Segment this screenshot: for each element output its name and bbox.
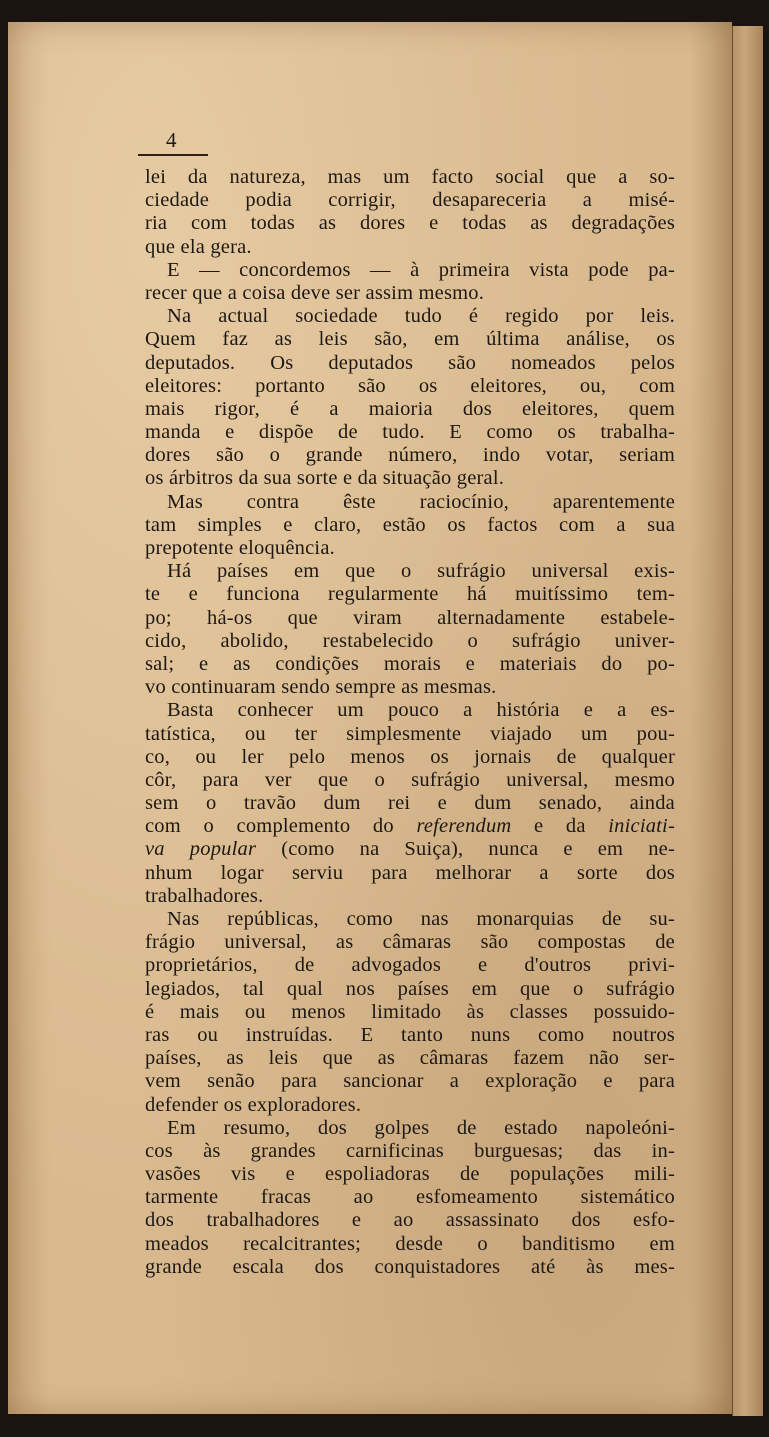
text-line: Quem faz as leis são, em última análise, os xyxy=(145,328,675,351)
text-line: po; há-os que viram alternadamente estabele- xyxy=(145,606,675,629)
text-line: prepotente eloquência. xyxy=(145,537,335,559)
text-line: sal; e as condições morais e materiais do po- xyxy=(145,652,675,675)
text-segment: (como na Suiça), nunca e em ne- xyxy=(256,838,675,861)
text-line xyxy=(145,838,675,861)
page-number-rule xyxy=(138,154,208,156)
text-line: proprietários, de advogados e d'outros privi- xyxy=(145,954,675,977)
text-line: vo continuaram sendo sempre as mesmas. xyxy=(145,676,497,699)
text-line: defender os exploradores. xyxy=(145,1093,362,1116)
page-edge xyxy=(732,26,763,1416)
italic-text: va popular xyxy=(145,838,257,861)
text-line: te e funciona regularmente há muitíssimo tem- xyxy=(145,583,675,606)
text-line: frágio universal, as câmaras são compostas de xyxy=(145,931,675,954)
text-line: dos trabalhadores e ao assassinato dos esfo- xyxy=(145,1209,675,1232)
text-line: E — concordemos — à primeira vista pode pa- xyxy=(167,258,675,281)
text-line: Em resumo, dos golpes de estado napoleóni- xyxy=(167,1116,675,1139)
text-line: ras ou instruídas. E tanto nuns como noutros xyxy=(145,1023,675,1046)
text-line: côr, para ver que o sufrágio universal, mesmo xyxy=(145,768,675,791)
text-line: tarmente fracas ao esfomeamento sistemático xyxy=(145,1186,675,1209)
text-line: dores são o grande número, indo votar, seriam xyxy=(145,444,675,467)
text-line: tam simples e claro, estão os factos com a sua xyxy=(145,513,675,536)
text-line: Nas repúblicas, como nas monarquias de su- xyxy=(167,908,675,930)
text-line: ria com todas as dores e todas as degradações xyxy=(145,212,675,235)
text-line: vem senão para sancionar a exploração e para xyxy=(145,1070,675,1093)
text-line: recer que a coisa deve ser assim mesmo. xyxy=(145,281,485,304)
text-line: nhum logar serviu para melhorar a sorte dos xyxy=(145,861,675,884)
text-line: co, ou ler pelo menos os jornais de qualquer xyxy=(145,745,675,768)
text-line: Basta conhecer um pouco a história e a es- xyxy=(167,699,675,722)
text-line: os árbitros da sua sorte e da situação geral. xyxy=(145,467,505,490)
text-line: meados recalcitrantes; desde o banditismo em xyxy=(145,1232,675,1255)
text-line: legiados, tal qual nos países em que o sufrágio xyxy=(145,977,675,1000)
text-line: cido, abolido, restabelecido o sufrágio univer- xyxy=(145,629,675,652)
text-line: trabalhadores. xyxy=(145,884,264,907)
body-text xyxy=(145,166,675,1279)
text-line: é mais ou menos limitado às classes possuido- xyxy=(145,1000,675,1023)
text-line: países, as leis que as câmaras fazem não ser- xyxy=(145,1047,675,1070)
italic-text: referendum xyxy=(416,815,512,838)
text-line: Mas contra êste raciocínio, aparentemente xyxy=(167,490,675,513)
text-line: sem o travão dum rei e dum senado, ainda xyxy=(145,792,675,815)
text-line: grande escala dos conquistadores até às mes- xyxy=(145,1255,675,1278)
text-line: lei da natureza, mas um facto social que a so- xyxy=(145,166,675,188)
text-line: Há países em que o sufrágio universal exis- xyxy=(167,560,675,583)
text-segment: e da xyxy=(511,815,609,838)
text-line: deputados. Os deputados são nomeados pelos xyxy=(145,351,675,374)
text-line: Na actual sociedade tudo é regido por leis. xyxy=(167,305,675,328)
text-line: mais rigor, é a maioria dos eleitores, quem xyxy=(145,397,675,420)
text-line: que ela gera. xyxy=(145,235,252,258)
text-line: cos às grandes carnificinas burguesas; das in- xyxy=(145,1139,675,1162)
italic-text: iniciati- xyxy=(608,815,675,838)
page-number: 4 xyxy=(166,128,177,152)
text-line: eleitores: portanto são os eleitores, ou, com xyxy=(145,374,675,397)
text-line: ciedade podia corrigir, desapareceria a misé- xyxy=(145,189,675,212)
text-line: manda e dispõe de tudo. E como os trabalha- xyxy=(145,421,675,444)
text-segment: com o complemento do xyxy=(145,815,417,838)
text-line xyxy=(145,815,675,838)
text-line: vasões vis e espoliadoras de populações mili- xyxy=(145,1163,675,1186)
text-line: tatística, ou ter simplesmente viajado um pou- xyxy=(145,722,675,745)
